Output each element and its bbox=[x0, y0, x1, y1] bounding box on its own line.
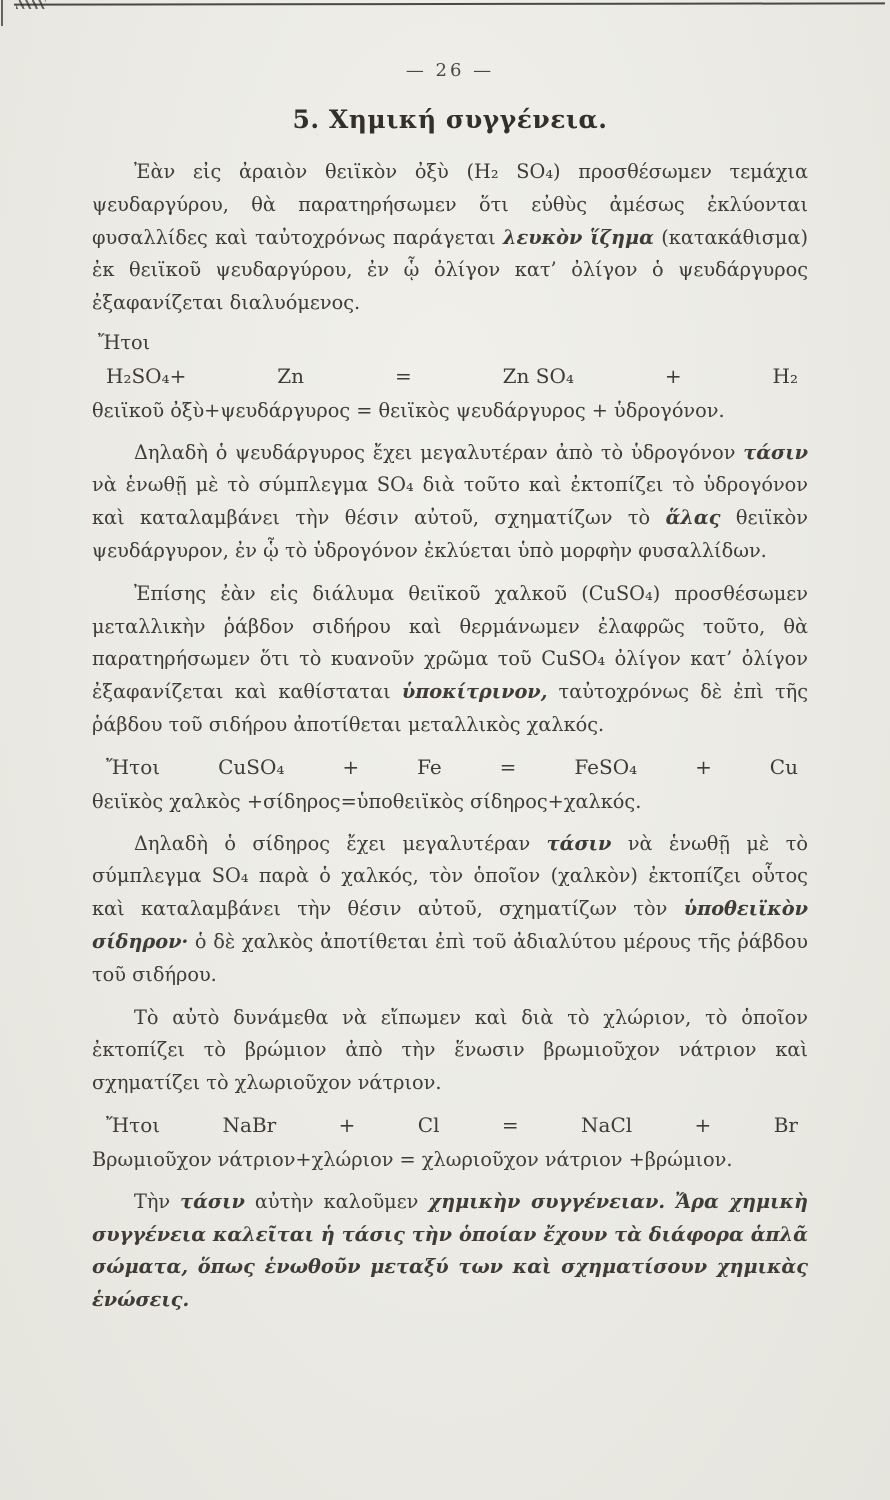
text-segment: Τὴν bbox=[134, 1189, 181, 1213]
eq-label-inline: Ἤτοι bbox=[106, 754, 161, 779]
text-segment: τάσιν bbox=[546, 831, 612, 855]
eq-term: + bbox=[338, 1113, 356, 1138]
text-segment: νὰ ἑνωθῇ μὲ τὸ σύμπλεγμα SO₄ διὰ τοῦτο καὶ ἐκτοπίζει τὸ ὑδρογόνον καὶ καταλαμβάνει τὴν θέσιν αὐτοῦ, σχηματίζων τὸ bbox=[92, 473, 808, 530]
eq-term: H₂SO₄+ bbox=[106, 363, 187, 388]
text-segment: νὰ ἑνωθῇ μὲ τὸ σύμπλεγμα SO₄ παρὰ ὁ χαλκός, τὸν ὁποῖον (χαλκὸν) ἐκτοπίζει οὗτος καὶ καταλαμβάνει τὴν θέσιν αὐτοῦ, σχηματίζων τὸν bbox=[92, 831, 808, 921]
page-number: — 26 — bbox=[405, 60, 495, 81]
text-segment: τάσιν bbox=[743, 440, 808, 464]
text-segment: ταὐτοχρόνως δὲ ἐπὶ τῆς ῥάβδου τοῦ σιδήρου ἀποτίθεται μεταλλικὸς χαλκός. bbox=[92, 680, 808, 737]
text-segment: Δηλαδὴ ὁ σίδηρος ἔχει μεγαλυτέραν bbox=[134, 831, 547, 855]
paragraph-intro bbox=[92, 156, 808, 320]
scan-corner-hatch bbox=[16, 0, 46, 9]
text-segment: χημικὴν συγγένειαν. bbox=[428, 1189, 666, 1213]
scan-top-rule bbox=[14, 2, 885, 5]
equation-sodium-formula bbox=[92, 1108, 808, 1142]
section-heading: 5. Χημική συγγένεια. bbox=[292, 105, 608, 134]
eq-label-inline: Ἤτοι bbox=[106, 1113, 161, 1138]
equation-zinc-block bbox=[92, 328, 808, 427]
eq-term: H₂ bbox=[772, 363, 798, 388]
text-segment: Τὸ αὐτὸ δυνάμεθα νὰ εἴπωμεν καὶ διὰ τὸ χλώριον, τὸ ὁποῖον ἐκτοπίζει τὸ βρώμιον ἀπὸ τὴν ἕνωσιν βρωμιοῦχον νάτριον καὶ σχηματίζει τὸ χλωριοῦχον νάτριον. bbox=[92, 1005, 808, 1095]
eq-term: = bbox=[394, 363, 412, 388]
scan-left-edge-mark bbox=[1, 0, 3, 26]
equation-zinc-caption: θειϊκοῦ ὀξὺ+ψευδάργυρος = θειϊκὸς ψευδάργυρος + ὑδρογόνον. bbox=[92, 398, 725, 422]
paragraph-copper-experiment bbox=[92, 578, 808, 742]
text-segment bbox=[665, 1190, 675, 1213]
text-segment: αὐτὴν καλοῦμεν bbox=[244, 1189, 429, 1213]
equation-copper-block bbox=[92, 750, 808, 818]
paragraph-chlorine bbox=[92, 1002, 808, 1100]
text-segment: Ἄρα χημικὴ συγγένεια καλεῖται ἡ τάσις τὴν ὁποίαν ἔχουν τὰ διάφορα ἁπλᾶ σώματα, ὅπως ἑνωθοῦν μεταξύ των καὶ σχηματίσουν χημικὰς ἑνώσεις. bbox=[92, 1189, 808, 1312]
equation-sodium-caption: Βρωμιοῦχον νάτριον+χλώριον = χλωριοῦχον νάτριον +βρώμιον. bbox=[92, 1148, 733, 1172]
text-segment: λευκὸν ἵζημα bbox=[503, 225, 654, 249]
eq-term: Fe bbox=[417, 754, 442, 779]
text-segment: Δηλαδὴ ὁ ψευδάργυρος ἔχει μεγαλυτέραν ἀπὸ τὸ ὑδρογόνον bbox=[134, 440, 744, 464]
eq-term: + bbox=[694, 1113, 712, 1138]
eq-term: Br bbox=[773, 1113, 798, 1138]
eq-term: + bbox=[695, 754, 712, 779]
text-segment: ὑποθειϊκὸν σίδηρον· bbox=[92, 897, 808, 954]
text-segment: ὁ δὲ χαλκὸς ἀποτίθεται ἐπὶ τοῦ ἀδιαλύτου μέρους τῆς ῥάβδου τοῦ σιδήρου. bbox=[92, 930, 808, 986]
eq-term: Cl bbox=[417, 1113, 440, 1138]
paragraph-iron-explanation bbox=[92, 828, 808, 992]
equation-copper-formula bbox=[92, 750, 808, 784]
eq-term: NaCl bbox=[581, 1113, 633, 1138]
text-segment: Ἐπίσης ἐὰν εἰς διάλυμα θειϊκοῦ χαλκοῦ (CuSO₄) προσθέσωμεν μεταλλικὴν ῥάβδον σιδήρου καὶ θερμάνωμεν ἐλαφρῶς τοῦτο, θὰ παρατηρήσωμεν ὅτι τὸ κυανοῦν χρῶμα τοῦ CuSO₄ ὀλίγον κατ’ ὀλίγον ἐξαφανίζεται καὶ καθίσταται bbox=[92, 581, 808, 704]
eq-term: Zn SO₄ bbox=[502, 363, 574, 388]
eq-term: + bbox=[342, 754, 360, 779]
text-segment: τάσιν bbox=[180, 1189, 245, 1213]
equation-copper-caption: θειϊκὸς χαλκὸς +σίδηρος=ὑποθειϊκὸς σίδηρος+χαλκός. bbox=[92, 789, 642, 813]
eq-term: CuSO₄ bbox=[218, 754, 285, 779]
text-segment: θειϊκὸν ψευδάργυρον, ἐν ᾧ τὸ ὑδρογόνον ἐκλύεται ὑπὸ μορφὴν φυσαλλίδων. bbox=[92, 506, 808, 563]
eq-term: = bbox=[501, 1113, 519, 1138]
eq-term: + bbox=[664, 363, 682, 388]
paragraph-zinc-explanation bbox=[92, 437, 808, 568]
text-segment: (κατακάθισμα) ἐκ θειϊκοῦ ψευδαργύρου, ἐν ᾧ ὀλίγον κατ’ ὀλίγον ὁ ψευδάργυρος ἐξαφανίζεται διαλυόμενος. bbox=[92, 225, 808, 315]
text-segment: Ἐὰν εἰς ἀραιὸν θειϊκὸν ὀξὺ (H₂ SO₄) προσθέσωμεν τεμάχια ψευδαργύρου, θὰ παρατηρήσωμεν ὅτι εὐθὺς ἀμέσως ἐκλύονται φυσαλλίδες καὶ ταὐτοχρόνως παράγεται bbox=[92, 160, 808, 249]
equation-sodium-block bbox=[92, 1108, 808, 1176]
paragraph-definition bbox=[92, 1186, 808, 1317]
equation-zinc-label: Ἤτοι bbox=[98, 330, 151, 354]
equation-zinc-formula bbox=[92, 359, 808, 393]
eq-term: Zn bbox=[277, 363, 305, 388]
eq-term: Cu bbox=[769, 754, 798, 779]
text-segment: ὑποκίτρινον, bbox=[401, 680, 548, 704]
eq-term: FeSO₄ bbox=[574, 754, 638, 779]
eq-term: NaBr bbox=[222, 1113, 277, 1138]
text-segment: ἅλας bbox=[665, 506, 721, 530]
eq-term: = bbox=[499, 754, 517, 779]
